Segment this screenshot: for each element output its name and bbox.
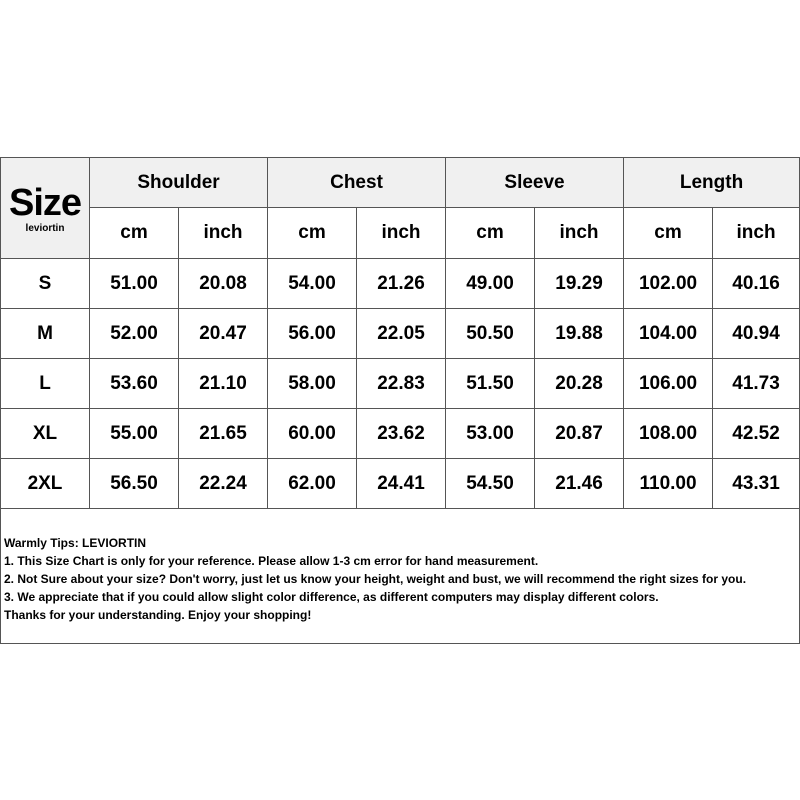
measurement-length-inch: 42.52: [713, 409, 800, 459]
measurement-length-cm: 104.00: [624, 309, 713, 359]
measurement-chest-cm: 54.00: [268, 259, 357, 309]
table-row: [1, 259, 800, 309]
measurement-shoulder-cm: 53.60: [90, 359, 179, 409]
unit-header-sleeve-cm: cm: [446, 208, 535, 259]
measurement-shoulder-cm: 51.00: [90, 259, 179, 309]
measurement-shoulder-inch: 20.08: [179, 259, 268, 309]
size-title: Size: [8, 182, 82, 224]
brand-label: leviortin: [25, 223, 65, 234]
measurement-chest-inch: 21.26: [357, 259, 446, 309]
measurement-shoulder-cm: 55.00: [90, 409, 179, 459]
measurement-sleeve-cm: 54.50: [446, 459, 535, 509]
measurement-sleeve-cm: 53.00: [446, 409, 535, 459]
measurement-chest-cm: 56.00: [268, 309, 357, 359]
measurement-length-cm: 102.00: [624, 259, 713, 309]
measurement-sleeve-inch: 21.46: [535, 459, 624, 509]
size-chart-table: [0, 157, 800, 644]
unit-header-length-cm: cm: [624, 208, 713, 259]
table-row: [1, 359, 800, 409]
group-header-chest: Chest: [268, 158, 446, 208]
measurement-sleeve-inch: 19.88: [535, 309, 624, 359]
measurement-chest-inch: 22.05: [357, 309, 446, 359]
tips-line: 3. We appreciate that if you could allow slight color difference, as different computers may display different colors.: [4, 590, 659, 604]
measurement-shoulder-cm: 56.50: [90, 459, 179, 509]
measurement-sleeve-cm: 50.50: [446, 309, 535, 359]
unit-header-sleeve-inch: inch: [535, 208, 624, 259]
size-label: L: [1, 359, 90, 409]
tips-line: Thanks for your understanding. Enjoy your shopping!: [4, 608, 312, 622]
measurement-shoulder-inch: 20.47: [179, 309, 268, 359]
measurement-chest-inch: 23.62: [357, 409, 446, 459]
measurement-chest-cm: 58.00: [268, 359, 357, 409]
measurement-chest-inch: 24.41: [357, 459, 446, 509]
size-label: S: [1, 259, 90, 309]
measurement-sleeve-cm: 49.00: [446, 259, 535, 309]
size-label: XL: [1, 409, 90, 459]
unit-header-shoulder-cm: cm: [90, 208, 179, 259]
size-label: 2XL: [1, 459, 90, 509]
group-header-sleeve: Sleeve: [446, 158, 624, 208]
measurement-sleeve-cm: 51.50: [446, 359, 535, 409]
group-header-length: Length: [624, 158, 800, 208]
measurement-length-inch: 43.31: [713, 459, 800, 509]
measurement-length-cm: 110.00: [624, 459, 713, 509]
table-row: [1, 459, 800, 509]
measurement-length-inch: 41.73: [713, 359, 800, 409]
group-header-row: [1, 158, 800, 208]
measurement-chest-cm: 62.00: [268, 459, 357, 509]
measurement-shoulder-inch: 21.65: [179, 409, 268, 459]
measurement-length-cm: 106.00: [624, 359, 713, 409]
size-header-cell: [1, 158, 90, 259]
measurement-shoulder-inch: 22.24: [179, 459, 268, 509]
unit-header-length-inch: inch: [713, 208, 800, 259]
measurement-chest-cm: 60.00: [268, 409, 357, 459]
tips-line: 1. This Size Chart is only for your reference. Please allow 1-3 cm error for hand measurement.: [4, 554, 539, 568]
measurement-length-cm: 108.00: [624, 409, 713, 459]
table-row: [1, 409, 800, 459]
measurement-length-inch: 40.94: [713, 309, 800, 359]
measurement-shoulder-cm: 52.00: [90, 309, 179, 359]
group-header-shoulder: Shoulder: [90, 158, 268, 208]
tips-line: 2. Not Sure about your size? Don't worry, just let us know your height, weight and bust, we will recommend the right sizes for you.: [4, 572, 747, 586]
unit-header-shoulder-inch: inch: [179, 208, 268, 259]
tips-title: Warmly Tips: LEVIORTIN: [4, 536, 147, 550]
tips-block: [1, 509, 800, 644]
measurement-sleeve-inch: 20.87: [535, 409, 624, 459]
measurement-shoulder-inch: 21.10: [179, 359, 268, 409]
tips-row: [1, 509, 800, 644]
unit-header-chest-cm: cm: [268, 208, 357, 259]
table-row: [1, 309, 800, 359]
size-label: M: [1, 309, 90, 359]
measurement-sleeve-inch: 19.29: [535, 259, 624, 309]
measurement-sleeve-inch: 20.28: [535, 359, 624, 409]
unit-header-row: [1, 208, 800, 259]
measurement-chest-inch: 22.83: [357, 359, 446, 409]
measurement-length-inch: 40.16: [713, 259, 800, 309]
unit-header-chest-inch: inch: [357, 208, 446, 259]
